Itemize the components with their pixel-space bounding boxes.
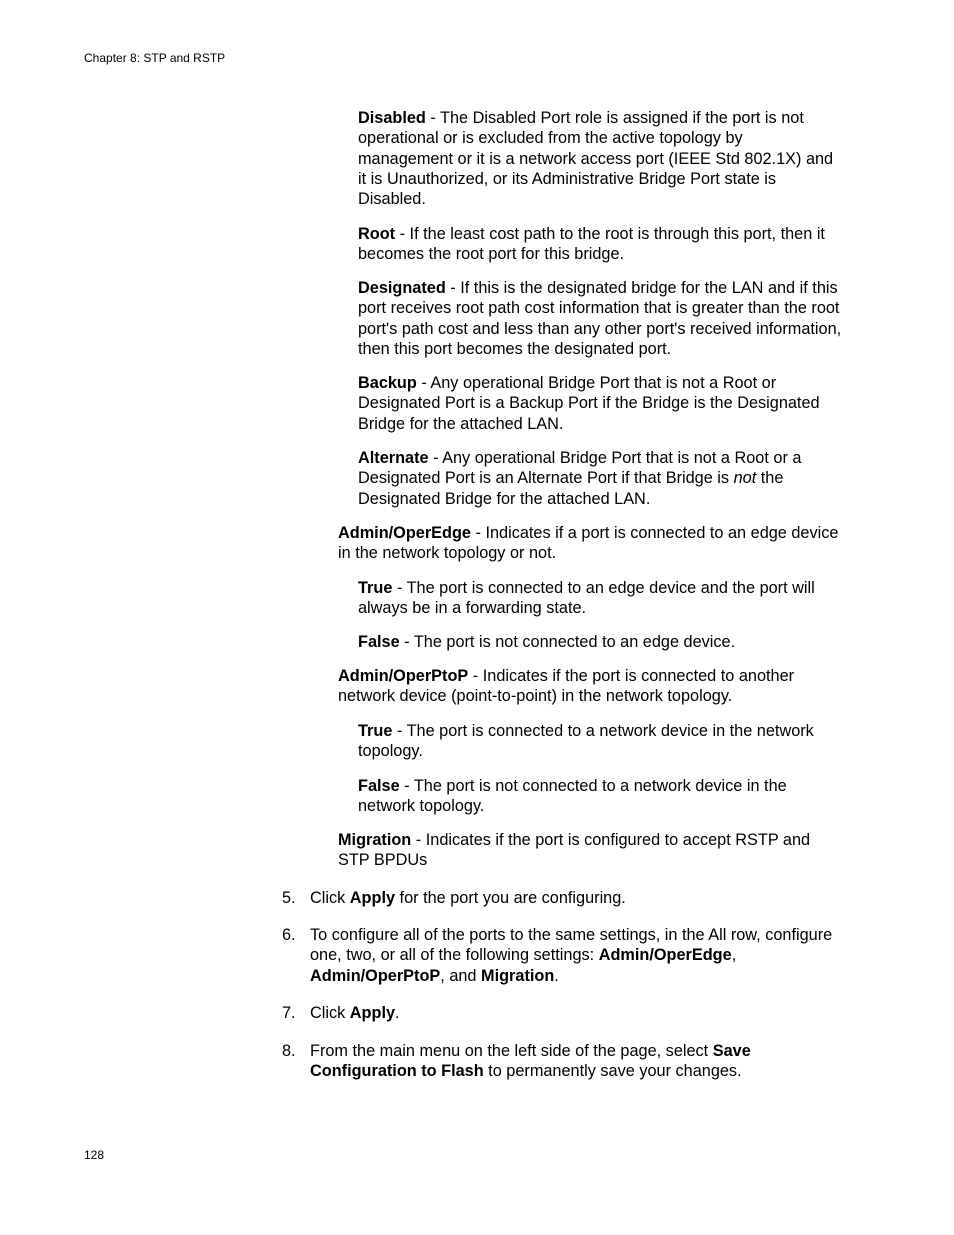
step-text-part: . [554, 966, 559, 985]
step-bold: Migration [481, 966, 555, 985]
step-number: 6. [282, 926, 296, 944]
step-text-part: Click [310, 1004, 350, 1022]
ptop-true [358, 721, 842, 762]
step-bold: Admin/OperPtoP [310, 966, 441, 985]
option-desc: - The port is not connected to an edge device. [399, 633, 736, 651]
field-migration [338, 830, 842, 871]
role-desc: - Any operational Bridge Port that is not a Root or Designated Port is a Backup Port if the Bridge is the Designated Bridge for the attached LAN. [358, 374, 820, 433]
option-desc: - The port is connected to an edge device and the port will always be in a forwarding state. [358, 579, 815, 618]
field-term: Migration [338, 831, 412, 849]
edge-true [358, 578, 842, 619]
role-designated [358, 278, 842, 359]
step-number: 8. [282, 1042, 296, 1060]
ptop-false [358, 776, 842, 817]
field-admin-operedge [338, 523, 842, 564]
step-text-part: . [395, 1004, 400, 1022]
role-term: Alternate [358, 449, 429, 467]
step-text [310, 925, 842, 986]
option-desc: - The port is not connected to a network device in the network topology. [358, 777, 787, 816]
step-bold: Apply [349, 889, 396, 907]
field-desc: - Indicates if the port is configured to accept RSTP and STP BPDUs [338, 831, 811, 870]
running-header: Chapter 8: STP and RSTP [84, 51, 226, 65]
step-number: 7. [282, 1004, 296, 1022]
option-term: False [358, 633, 400, 651]
step-bold: Save Configuration to Flash [310, 1042, 751, 1081]
role-term: Disabled [358, 109, 426, 127]
emphasis: not [733, 469, 757, 488]
field-admin-operptop [338, 666, 842, 707]
role-term: Backup [358, 374, 417, 392]
role-alternate [358, 448, 842, 509]
role-disabled [358, 108, 842, 209]
role-root [358, 224, 842, 265]
step-number: 5. [282, 889, 296, 907]
step-text-part: to permanently save your changes. [483, 1062, 742, 1081]
option-term: False [358, 777, 400, 795]
role-desc: - Any operational Bridge Port that is not a Root or a Designated Port is an Alternate Port if that Bridge is [358, 449, 802, 488]
step-text-part: , [731, 946, 737, 965]
field-term: Admin/OperPtoP [338, 667, 469, 685]
option-desc: - The port is connected to a network device in the network topology. [358, 722, 814, 761]
option-term: True [358, 722, 393, 740]
role-desc: - If the least cost path to the root is through this port, then it becomes the root port for this bridge. [358, 225, 825, 264]
edge-false [358, 632, 842, 652]
step-text-part: From the main menu on the left side of the page, select [310, 1042, 713, 1060]
role-term: Designated [358, 279, 446, 297]
step-text [310, 1003, 842, 1023]
field-desc: - Indicates if a port is connected to an edge device in the network topology or not. [338, 524, 839, 563]
role-term: Root [358, 225, 396, 243]
role-desc: the Designated Bridge for the attached LAN. [358, 469, 784, 508]
step-text-part: , and [440, 966, 482, 985]
option-term: True [358, 579, 393, 597]
step-bold: Admin/OperEdge [598, 946, 732, 965]
step-text-part: To configure all of the ports to the same settings, in the All row, configure one, two, or all of the following settings: [310, 926, 833, 965]
field-desc: - Indicates if the port is connected to another network device (point-to-point) in the network topology. [338, 667, 795, 706]
field-term: Admin/OperEdge [338, 524, 471, 542]
step-text-part: Click [310, 889, 350, 907]
role-backup [358, 373, 842, 434]
step-text [310, 888, 842, 908]
role-desc: - If this is the designated bridge for the LAN and if this port receives root path cost information that is greater than the root port's path cost and less than any other port's received information, then this port becomes the designated port. [358, 279, 842, 358]
page-number: 128 [84, 1148, 105, 1162]
role-desc: - The Disabled Port role is assigned if the port is not operational or is excluded from the active topology by management or it is a network access port (IEEE Std 802.1X) and it is Unauthorized, or its Administrative Bridge Port state is Disabled. [358, 109, 834, 209]
step-text [310, 1041, 842, 1082]
step-text-part: for the port you are configuring. [395, 889, 626, 907]
step-bold: Apply [349, 1004, 396, 1022]
